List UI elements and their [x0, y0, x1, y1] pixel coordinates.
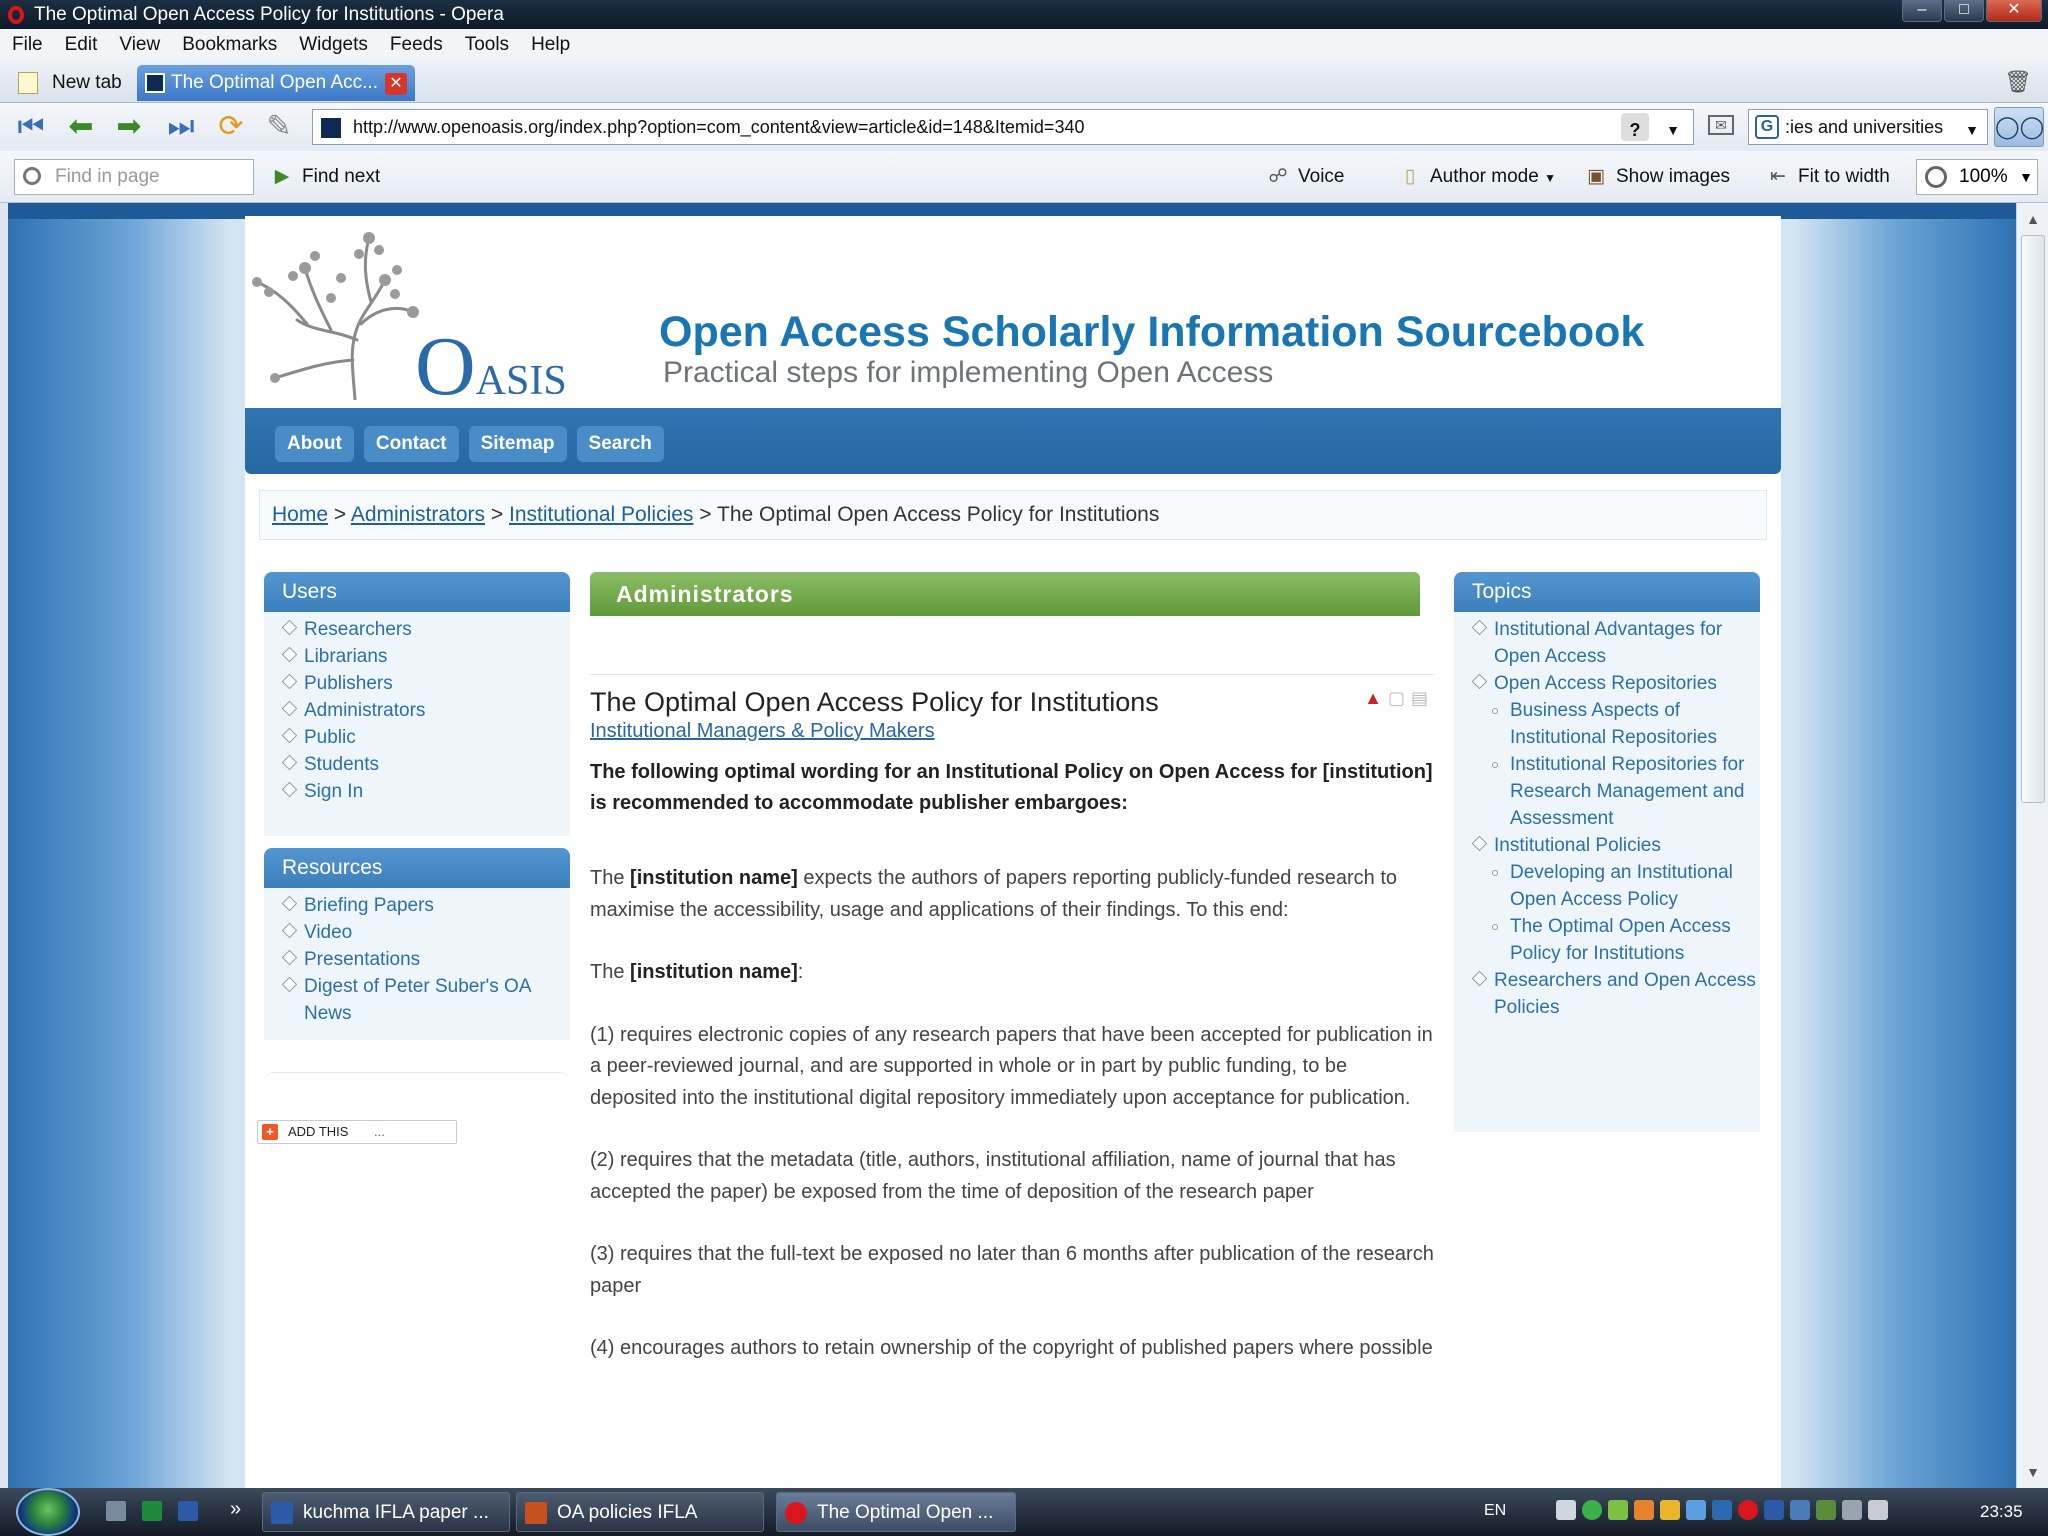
bullet-icon — [282, 701, 298, 717]
site-header — [245, 216, 1781, 414]
topic-link-developing-policy[interactable] — [1472, 859, 1760, 913]
empty-panel — [264, 1072, 570, 1092]
close-tab-icon[interactable]: ✕ — [385, 73, 407, 95]
sub-bullet-icon — [1492, 762, 1498, 768]
word-doc-icon — [271, 1502, 293, 1524]
sub-bullet-icon — [1492, 708, 1498, 714]
article-tools — [1364, 688, 1434, 709]
breadcrumb-separator: > — [699, 503, 712, 526]
category-header: Administrators — [590, 572, 1420, 616]
menu-bookmarks[interactable]: Bookmarks — [182, 34, 278, 55]
page-icon: ▯ — [1404, 166, 1416, 187]
resources-link-label: Briefing Papers — [304, 895, 434, 916]
bullet-icon — [282, 977, 298, 993]
menu-file[interactable]: File — [12, 34, 43, 55]
bullet-icon — [282, 896, 298, 912]
topic-link-label: Researchers and Open Access Policies — [1494, 970, 1756, 1018]
tab-bar — [0, 61, 2048, 103]
zoom-value: 100% — [1959, 166, 2008, 187]
taskbar — [0, 1488, 2048, 1536]
minimize-button[interactable]: – — [1902, 0, 1942, 22]
resources-link-briefing-papers[interactable] — [282, 892, 570, 919]
email-icon[interactable]: ▤ — [1410, 688, 1434, 708]
trash-icon[interactable]: 🗑 — [2004, 69, 2032, 94]
site-subtitle: Practical steps for implementing Open Access — [663, 356, 1274, 389]
find-bar — [0, 151, 2048, 203]
article-paragraph: (1) requires electronic copies of any research papers that have been accepted for publication in a peer-reviewed journal, and are supported in whole or in part by public funding, to be deposited into the institutional digital repository immediately upon acceptance for publication. — [590, 1023, 1433, 1109]
mail-icon[interactable]: ✉ — [1708, 115, 1734, 135]
article-paragraph: (3) requires that the full-text be exposed no later than 6 months after publication of the research paper — [590, 1243, 1434, 1297]
resources-link-video[interactable] — [282, 919, 570, 946]
scroll-down-icon[interactable]: ▼ — [2026, 1464, 2040, 1480]
new-tab-button[interactable] — [12, 65, 122, 101]
network-icon[interactable] — [1842, 1500, 1862, 1520]
show-images-label: Show images — [1616, 166, 1731, 187]
topics-panel — [1454, 572, 1760, 1132]
article-paragraph — [590, 863, 1434, 926]
tray-icon[interactable] — [1660, 1500, 1680, 1520]
excel-icon[interactable] — [142, 1501, 162, 1521]
breadcrumb-current: The Optimal Open Access Policy for Institutions — [717, 503, 1160, 526]
opera-icon — [785, 1502, 807, 1524]
nav-contact-button[interactable]: Contact — [364, 426, 459, 462]
fit-width-icon: ⇤ — [1770, 166, 1786, 187]
users-link-researchers[interactable] — [282, 616, 570, 643]
word-icon[interactable] — [178, 1501, 198, 1521]
oasis-logo-rest: ASIS — [475, 358, 567, 404]
menu-help[interactable]: Help — [531, 34, 571, 55]
users-link-students[interactable] — [282, 751, 570, 778]
reload-icon[interactable]: ⟳ — [218, 110, 244, 143]
zoom-icon — [1925, 166, 1947, 188]
topic-link-label: Institutional Policies — [1494, 835, 1661, 856]
nav-about-button[interactable]: About — [275, 426, 354, 462]
powerpoint-icon — [525, 1502, 547, 1524]
tab-active-label: The Optimal Open Acc... — [171, 72, 378, 93]
breadcrumb-separator: > — [333, 503, 347, 526]
play-icon: ▶ — [274, 166, 290, 187]
url-input[interactable] — [312, 109, 1694, 145]
opera-logo-icon — [8, 6, 24, 24]
tray-icon[interactable] — [1608, 1500, 1628, 1520]
find-next-button[interactable] — [270, 161, 380, 193]
search-dropdown-icon[interactable]: ▼ — [1965, 122, 1979, 138]
breadcrumb-separator: > — [490, 503, 504, 526]
magnifier-icon — [23, 167, 41, 185]
scroll-thumb[interactable] — [2021, 235, 2045, 803]
users-link-label: Publishers — [304, 673, 393, 694]
bullet-icon — [282, 755, 298, 771]
users-link-label: Researchers — [304, 619, 412, 640]
oasis-logo-initial: O — [415, 320, 476, 413]
window-controls — [1902, 0, 2042, 22]
text-run: The — [590, 961, 631, 983]
language-indicator[interactable]: EN — [1484, 1502, 1507, 1519]
back-icon[interactable]: ⬅ — [68, 110, 94, 143]
topic-link-label: The Optimal Open Access Policy for Institutions — [1510, 916, 1731, 964]
show-images-button[interactable] — [1584, 161, 1730, 193]
text-run-bold: [institution name] — [630, 961, 798, 983]
resources-panel-title: Resources — [264, 848, 570, 888]
nav-search-button[interactable]: Search — [577, 426, 664, 462]
google-icon: G — [1755, 115, 1779, 139]
print-icon[interactable]: ▢ — [1387, 688, 1411, 708]
topic-link-institutional-policies[interactable] — [1472, 832, 1760, 859]
url-dropdown-icon[interactable]: ▼ — [1666, 122, 1680, 138]
tray-icon[interactable] — [1816, 1500, 1836, 1520]
vertical-scrollbar[interactable] — [2016, 203, 2048, 1488]
menu-edit[interactable]: Edit — [64, 34, 98, 55]
maximize-button[interactable]: □ — [1944, 0, 1984, 22]
tray-icon[interactable] — [1738, 1500, 1758, 1520]
volume-icon[interactable] — [1868, 1500, 1888, 1520]
addthis-label: ADD THIS — [288, 1124, 349, 1139]
users-link-administrators[interactable] — [282, 697, 570, 724]
find-next-label: Find next — [302, 166, 381, 187]
breadcrumb — [259, 490, 1767, 540]
site-info-icon[interactable]: ? — [1621, 113, 1649, 141]
page-favicon-icon — [145, 73, 165, 93]
users-panel — [264, 572, 570, 836]
users-link-label: Administrators — [304, 700, 426, 721]
topic-link-advantages[interactable] — [1472, 616, 1760, 670]
edit-icon[interactable]: ✎ — [266, 110, 292, 143]
addthis-plus-icon: + — [262, 1124, 278, 1140]
topic-link-label: Institutional Advantages for Open Access — [1494, 619, 1723, 667]
bullet-icon — [282, 782, 298, 798]
rewind-icon[interactable]: ⏮ — [17, 110, 45, 143]
close-button[interactable]: ✕ — [1986, 0, 2042, 22]
voice-icon: ☍ — [1268, 166, 1288, 187]
search-text: :ies and universities — [1785, 117, 1944, 137]
topic-link-label: Developing an Institutional Open Access Policy — [1510, 862, 1733, 910]
topic-link-label: Open Access Repositories — [1494, 673, 1717, 694]
tray-icon[interactable] — [1634, 1500, 1654, 1520]
resources-link-presentations[interactable] — [282, 946, 570, 973]
site-page — [245, 216, 1781, 1488]
site-favicon-icon — [321, 118, 341, 138]
tray-icon[interactable] — [1712, 1500, 1732, 1520]
bullet-icon — [1472, 674, 1488, 690]
oasis-logo-text — [415, 320, 567, 413]
users-link-label: Librarians — [304, 646, 388, 667]
tray-icon[interactable] — [1686, 1500, 1706, 1520]
voice-button[interactable] — [1266, 161, 1344, 193]
breadcrumb-administrators-link[interactable]: Administrators — [350, 503, 486, 526]
author-mode-label: Author mode — [1430, 166, 1539, 187]
task-word-document[interactable] — [262, 1492, 510, 1532]
forward-icon[interactable]: ➡ — [116, 110, 142, 143]
scroll-up-icon[interactable]: ▲ — [2026, 211, 2040, 227]
breadcrumb-policies-link[interactable]: Institutional Policies — [508, 503, 694, 526]
topic-link-researchers-policies[interactable] — [1472, 967, 1760, 1021]
resources-link-label: Digest of Peter Suber's OA News — [304, 976, 531, 1024]
window-title: The Optimal Open Access Policy for Institutions - Opera — [34, 4, 504, 25]
search-input[interactable] — [1748, 109, 1988, 145]
task-label: OA policies IFLA — [557, 1502, 698, 1523]
tray-icon[interactable] — [1556, 1500, 1576, 1520]
system-tray — [1556, 1500, 1956, 1524]
topic-link-research-management[interactable] — [1472, 751, 1760, 832]
find-input[interactable] — [14, 159, 254, 195]
article-paragraph: (2) requires that the metadata (title, authors, institutional affiliation, name of journal that has accepted the paper) be exposed from the time of deposition of the research paper — [590, 1149, 1396, 1203]
window-titlebar — [0, 0, 2048, 29]
voice-label: Voice — [1298, 166, 1345, 187]
bullet-icon — [282, 620, 298, 636]
tray-icon[interactable] — [1582, 1500, 1602, 1520]
article-lead: The following optimal wording for an Institutional Policy on Open Access for [institution] is recommended to accommodate publisher embargoes: — [590, 761, 1433, 814]
breadcrumb-home-link[interactable]: Home — [272, 503, 329, 526]
users-link-sign-in[interactable] — [282, 778, 570, 805]
site-nav — [245, 414, 1781, 474]
resources-link-suber-digest[interactable] — [282, 973, 570, 1027]
pdf-icon[interactable]: ▲ — [1364, 688, 1388, 708]
text-run-bold: [institution name] — [630, 867, 798, 889]
users-link-label: Public — [304, 727, 356, 748]
topic-link-label: Institutional Repositories for Research Management and Assessment — [1510, 754, 1745, 829]
bullet-icon — [282, 728, 298, 744]
article — [590, 674, 1434, 1365]
users-link-librarians[interactable] — [282, 643, 570, 670]
article-title: The Optimal Open Access Policy for Institutions — [590, 687, 1159, 717]
users-link-label: Sign In — [304, 781, 364, 802]
menu-view[interactable]: View — [119, 34, 161, 55]
article-divider — [590, 674, 1434, 675]
tray-icon[interactable] — [1764, 1500, 1784, 1520]
bullet-icon — [282, 923, 298, 939]
address-bar — [0, 103, 2048, 151]
task-label: kuchma IFLA paper ... — [303, 1502, 489, 1523]
url-text: http://www.openoasis.org/index.php?option=com_content&view=article&id=148&Itemid=340 — [353, 117, 1085, 137]
topic-link-optimal-policy[interactable] — [1472, 913, 1760, 967]
bullet-icon — [1472, 971, 1488, 987]
task-powerpoint[interactable] — [516, 1492, 764, 1532]
start-button[interactable] — [16, 1488, 80, 1536]
zoom-dropdown-icon[interactable]: ▼ — [2019, 169, 2033, 185]
new-tab-label: New tab — [52, 72, 122, 93]
topic-link-repositories[interactable] — [1472, 670, 1760, 697]
resources-link-label: Video — [304, 922, 353, 943]
tray-icon[interactable] — [1790, 1500, 1810, 1520]
users-link-public[interactable] — [282, 724, 570, 751]
text-run: The — [590, 867, 631, 889]
author-mode-button[interactable] — [1398, 161, 1556, 193]
text-run: : — [797, 961, 804, 983]
article-section-link[interactable]: Institutional Managers & Policy Makers — [590, 720, 935, 742]
zoom-select[interactable] — [1916, 159, 2038, 195]
addthis-button[interactable] — [257, 1120, 457, 1144]
users-link-publishers[interactable] — [282, 670, 570, 697]
resources-link-label: Presentations — [304, 949, 421, 970]
topic-link-label: Business Aspects of Institutional Repositories — [1510, 700, 1717, 748]
sub-bullet-icon — [1492, 870, 1498, 876]
users-link-label: Students — [304, 754, 379, 775]
menu-bar — [0, 29, 2048, 61]
users-panel-title: Users — [264, 572, 570, 612]
image-icon: ▣ — [1587, 166, 1605, 187]
text-run: expects the authors of papers reporting publicly-funded research to maximise the accessibility, usage and applications of their findings. To this end: — [590, 867, 1398, 921]
new-tab-icon — [18, 72, 38, 94]
bullet-icon — [1472, 620, 1488, 636]
bullet-icon — [282, 674, 298, 690]
fit-to-width-button[interactable] — [1766, 161, 1890, 193]
fit-to-width-label: Fit to width — [1798, 166, 1890, 187]
find-placeholder: Find in page — [55, 166, 160, 187]
quicklaunch-more-icon[interactable]: » — [230, 1498, 242, 1520]
article-paragraph: (4) encourages authors to retain ownership of the copyright of published papers where possible — [590, 1337, 1433, 1359]
bullet-icon — [282, 950, 298, 966]
chevron-down-icon: ▼ — [1544, 171, 1556, 185]
fast-forward-icon[interactable]: ⏭ — [167, 110, 195, 143]
menu-feeds[interactable]: Feeds — [389, 34, 443, 55]
nav-sitemap-button[interactable]: Sitemap — [469, 426, 567, 462]
clock[interactable]: 23:35 — [1980, 1502, 2023, 1521]
bullet-icon — [282, 647, 298, 663]
resources-panel — [264, 848, 570, 1040]
article-paragraph — [590, 957, 1434, 989]
reader-glasses-icon[interactable]: ◯◯ — [1994, 107, 2044, 147]
show-desktop-icon[interactable] — [106, 1501, 126, 1521]
topic-link-business-aspects[interactable] — [1472, 697, 1760, 751]
menu-tools[interactable]: Tools — [464, 34, 510, 55]
addthis-more: ... — [374, 1124, 385, 1139]
site-title: Open Access Scholarly Information Sourcebook — [659, 308, 1645, 356]
task-label: The Optimal Open ... — [817, 1502, 994, 1523]
topics-panel-title: Topics — [1454, 572, 1760, 612]
menu-widgets[interactable]: Widgets — [299, 34, 368, 55]
bullet-icon — [1472, 836, 1488, 852]
task-opera[interactable] — [776, 1492, 1016, 1532]
tab-active[interactable] — [137, 65, 415, 101]
sub-bullet-icon — [1492, 924, 1498, 930]
